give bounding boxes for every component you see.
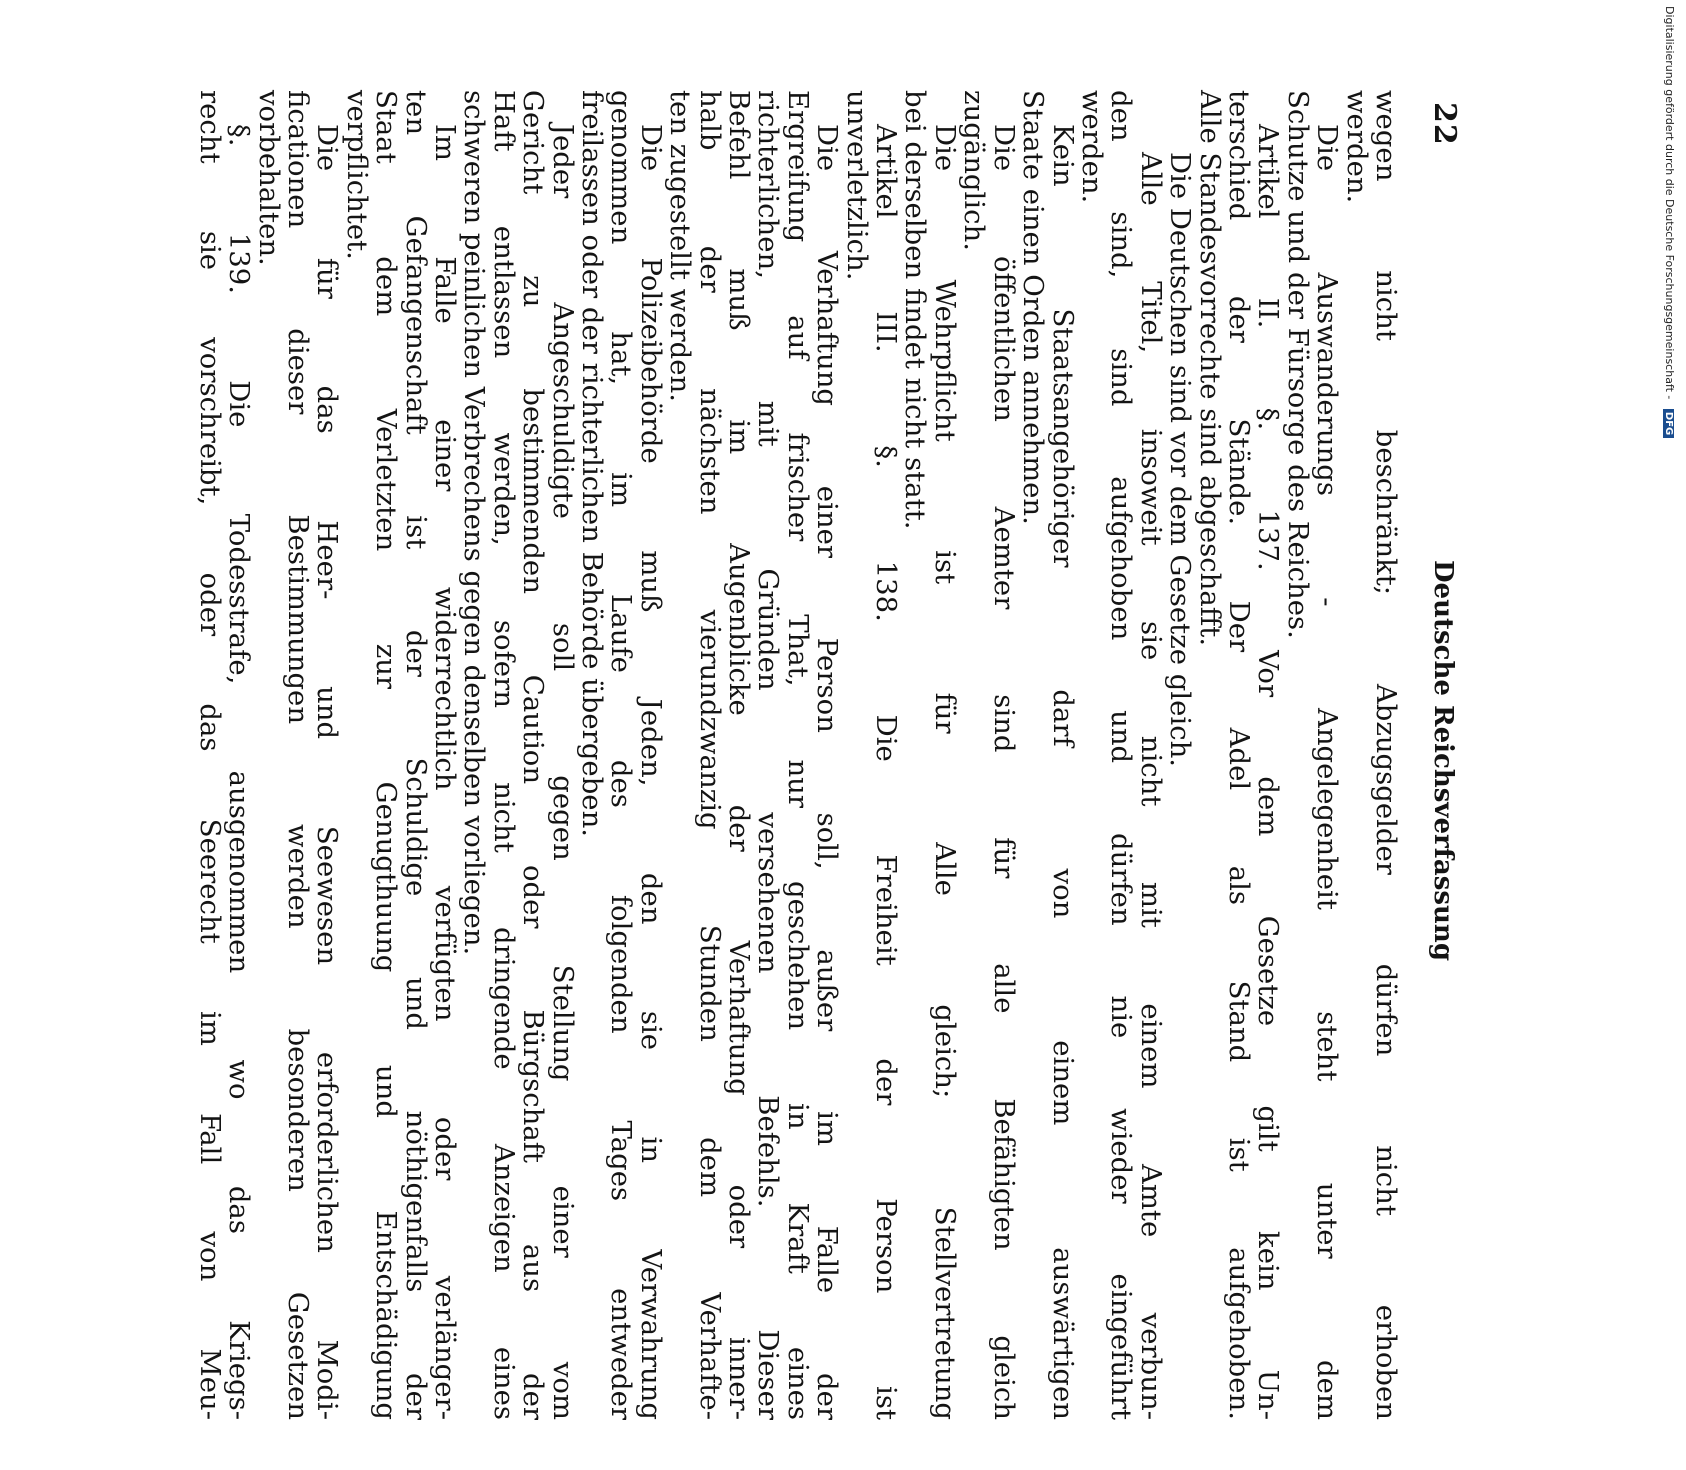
text-line: verpflichtet. bbox=[340, 90, 373, 260]
page-header bbox=[1420, 90, 1480, 1470]
text-line: Kein Staatsangehöriger darf von einem auswärtigen bbox=[1046, 124, 1079, 1420]
text-line: Die Auswanderungs - Angelegenheit steht unter dem bbox=[1311, 124, 1344, 1420]
text-line: wegen nicht beschränkt; Abzugsgelder dürfen nicht erhoben bbox=[1370, 90, 1402, 1420]
text-line: Alle Titel, insoweit sie nicht mit einem Amte verbun- bbox=[1134, 152, 1167, 1420]
page-number: 22 bbox=[1427, 102, 1462, 146]
text-line: Gericht zu bestimmenden Caution oder Bürgschaft aus der bbox=[517, 90, 550, 1420]
text-line: ten Gefangenschaft ist der Schuldige und nöthigenfalls der bbox=[399, 90, 432, 1420]
text-line: Die Polizeibehörde muß Jeden, den sie in Verwahrung bbox=[634, 124, 667, 1420]
text-line: Staat dem Verletzten zur Genugthuung und Entschädigung bbox=[370, 90, 403, 1420]
text-line: Alle Standesvorrechte sind abgeschafft. bbox=[1193, 90, 1226, 647]
text-line: freilassen oder der richterlichen Behörde übergeben. bbox=[576, 90, 609, 838]
text-line: zugänglich. bbox=[958, 90, 991, 251]
text-line: Befehl muß im Augenblicke der Verhaftung oder inner- bbox=[723, 90, 756, 1420]
text-line: Haft entlassen werden, sofern nicht dringende Anzeigen eines bbox=[487, 90, 520, 1420]
text-line: ten zugestellt werden. bbox=[664, 90, 697, 402]
text-line: recht sie vorschreibt, oder das Seerecht im Fall von Meu- bbox=[193, 90, 226, 1420]
text-line: Die öffentlichen Aemter sind für alle Befähigten gleich bbox=[987, 124, 1020, 1420]
text-line: terschied der Stände. Der Adel als Stand ist aufgehoben. bbox=[1222, 90, 1255, 1420]
body-text bbox=[194, 90, 1400, 1420]
book-page-rotated bbox=[100, 90, 1480, 1420]
text-line: Die Deutschen sind vor dem Gesetze gleich. bbox=[1164, 152, 1197, 768]
dfg-logo: DFG bbox=[1663, 409, 1674, 438]
text-line: Staate einen Orden annehmen. bbox=[1017, 90, 1050, 525]
digitization-credit bbox=[1663, 6, 1676, 438]
text-line: Im Falle einer widerrechtlich verfügten oder verlänger- bbox=[429, 124, 461, 1420]
text-line: genommen hat, im Laufe des folgenden Tages entweder bbox=[605, 90, 638, 1420]
text-line: Artikel III. §. 138. Die Freiheit der Person ist bbox=[870, 124, 903, 1420]
text-line: Die für das Heer- und Seewesen erforderlichen Modi- bbox=[311, 124, 344, 1420]
text-line: den sind, sind aufgehoben und dürfen nie wieder eingeführt bbox=[1105, 90, 1138, 1420]
text-line: Die Wehrpflicht ist für Alle gleich; Stellvertretung bbox=[928, 124, 961, 1420]
running-head: Deutsche Reichsverfassung bbox=[1428, 560, 1458, 962]
credit-text: Digitalisierung gefördert durch die Deutsche Forschungsgemeinschaft - bbox=[1663, 6, 1676, 400]
text-line: Schutze und der Fürsorge des Reiches. bbox=[1281, 90, 1314, 639]
text-line: §. 139. Die Todesstrafe, ausgenommen wo das Kriegs- bbox=[223, 124, 256, 1420]
text-line: werden. bbox=[1075, 90, 1108, 204]
text-line: bei derselben findet nicht statt. bbox=[899, 90, 932, 530]
text-line: vorbehalten. bbox=[252, 90, 285, 266]
text-line: unverletzlich. bbox=[840, 90, 873, 281]
text-line: Artikel II. §. 137. Vor dem Gesetze gilt kein Un- bbox=[1252, 124, 1285, 1420]
text-line: werden. bbox=[1340, 90, 1373, 204]
text-line: ficationen dieser Bestimmungen werden besonderen Gesetzen bbox=[281, 90, 314, 1420]
text-line: Jeder Angeschuldigte soll gegen Stellung einer vom bbox=[546, 124, 579, 1420]
text-line: schweren peinlichen Verbrechens gegen denselben vorliegen. bbox=[458, 90, 491, 956]
text-line: Ergreifung auf frischer That, nur geschehen in Kraft eines bbox=[781, 90, 814, 1420]
text-line: halb der nächsten vierundzwanzig Stunden dem Verhafte- bbox=[693, 90, 726, 1420]
text-line: richterlichen, mit Gründen versehenen Befehls. Dieser bbox=[752, 90, 785, 1420]
text-line: Die Verhaftung einer Person soll, außer im Falle der bbox=[811, 124, 844, 1420]
